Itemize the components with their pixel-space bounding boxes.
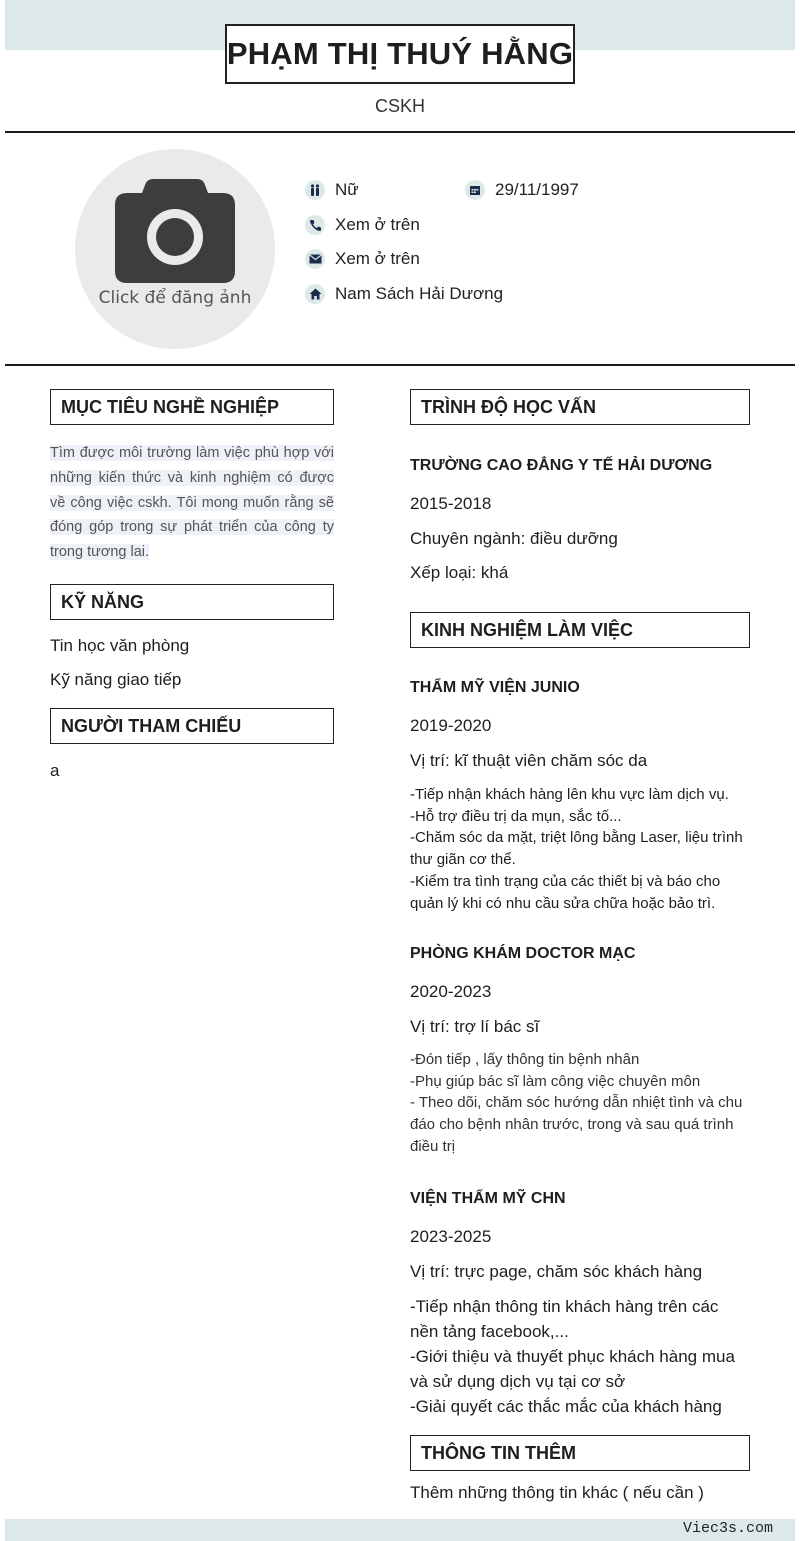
job-desc-line: -Chăm sóc da mặt, triệt lông bằng Laser, liệu trình thư giãn cơ thể.	[410, 829, 743, 869]
job-desc-line: -Giới thiệu và thuyết phục khách hàng mua và sử dụng dịch vụ tại cơ sở	[410, 1347, 735, 1391]
phone-row	[305, 215, 420, 235]
job-desc-line: -Tiếp nhận thông tin khách hàng trên các nền tảng facebook,...	[410, 1297, 719, 1341]
skill-item: Tin học văn phòng	[50, 636, 190, 655]
footer-brand[interactable]: Viec3s.com	[682, 1520, 773, 1537]
job-desc-line: -Tiếp nhận khách hàng lên khu vực làm dịch vụ.	[410, 786, 729, 803]
skills-heading: KỸ NĂNG	[50, 584, 334, 620]
job-company: VIỆN THẨM MỸ CHN	[410, 1190, 566, 1207]
job-description	[410, 1294, 750, 1419]
avatar-upload[interactable]	[75, 149, 275, 349]
footer-band	[5, 1519, 795, 1541]
objective-heading: MỤC TIÊU NGHỀ NGHIỆP	[50, 389, 334, 425]
phone-value: Xem ở trên	[335, 215, 420, 234]
job-title: CSKH	[374, 96, 425, 116]
name-box	[225, 24, 575, 84]
address-value: Nam Sách Hải Dương	[335, 284, 504, 303]
job-description	[410, 1049, 755, 1158]
references-text: a	[50, 761, 60, 780]
extra-text: Thêm những thông tin khác ( nếu cần )	[410, 1483, 704, 1502]
header-divider	[5, 131, 795, 133]
phone-icon	[305, 215, 325, 235]
address-row	[305, 284, 503, 304]
birthdate-row	[465, 180, 579, 200]
home-icon	[305, 284, 325, 304]
job-position: Vị trí: trợ lí bác sĩ	[410, 1017, 540, 1036]
job-desc-line: -Hỗ trợ điều trị da mụn, sắc tố...	[410, 807, 622, 825]
job-position: Vị trí: kĩ thuật viên chăm sóc da	[410, 751, 648, 770]
skill-item: Kỹ năng giao tiếp	[50, 670, 182, 689]
extra-heading: THÔNG TIN THÊM	[410, 1435, 750, 1471]
job-desc-line: -Đón tiếp , lấy thông tin bệnh nhân	[410, 1051, 640, 1068]
job-desc-line: -Phụ giúp bác sĩ làm công việc chuyên môn	[410, 1072, 701, 1090]
job-years: 2019-2020	[410, 716, 492, 735]
gender-row	[305, 180, 359, 200]
info-divider	[5, 364, 795, 366]
experience-heading: KINH NGHIỆM LÀM VIỆC	[410, 612, 750, 648]
email-value: Xem ở trên	[335, 249, 420, 268]
calendar-icon	[465, 180, 485, 200]
job-desc-line: -Giải quyết các thắc mắc của khách hàng	[410, 1397, 722, 1416]
people-icon	[305, 180, 325, 200]
objective-text: Tìm được môi trường làm việc phù hợp với những kiến thức và kinh nghiệm có được về công việc cskh. Tôi mong muốn rằng sẽ đóng góp trong sự phát triển của công ty trong tương lai.	[50, 445, 334, 561]
job-desc-line: -Kiểm tra tình trạng của các thiết bị và báo cho quản lý khi có nhu cầu sửa chữa hoặc bảo trì.	[410, 872, 721, 912]
job-description	[410, 784, 750, 914]
job-desc-line: - Theo dõi, chăm sóc hướng dẫn nhiệt tình và chu đáo cho bệnh nhân trước, trong và sau quá trình điều trị	[410, 1094, 743, 1155]
school-name: TRƯỜNG CAO ĐẲNG Y TẾ HẢI DƯƠNG	[410, 457, 713, 474]
education-grade: Xếp loại: khá	[410, 563, 509, 582]
education-years: 2015-2018	[410, 494, 492, 513]
camera-icon	[115, 179, 235, 283]
education-major: Chuyên ngành: điều dưỡng	[410, 529, 618, 548]
job-company: PHÒNG KHÁM DOCTOR MẠC	[410, 945, 636, 962]
mail-icon	[305, 249, 325, 269]
job-years: 2020-2023	[410, 982, 492, 1001]
job-company: THẨM MỸ VIỆN JUNIO	[410, 679, 580, 696]
avatar-caption: Click để đăng ảnh	[98, 288, 252, 308]
email-row	[305, 249, 420, 269]
birthdate-value: 29/11/1997	[495, 180, 579, 199]
education-heading: TRÌNH ĐỘ HỌC VẤN	[410, 389, 750, 425]
candidate-name: PHẠM THỊ THUÝ HẰNG	[226, 36, 574, 71]
job-years: 2023-2025	[410, 1227, 492, 1246]
gender-value: Nữ	[335, 180, 359, 199]
references-heading: NGƯỜI THAM CHIẾU	[50, 708, 334, 744]
job-position: Vị trí: trực page, chăm sóc khách hàng	[410, 1262, 703, 1281]
